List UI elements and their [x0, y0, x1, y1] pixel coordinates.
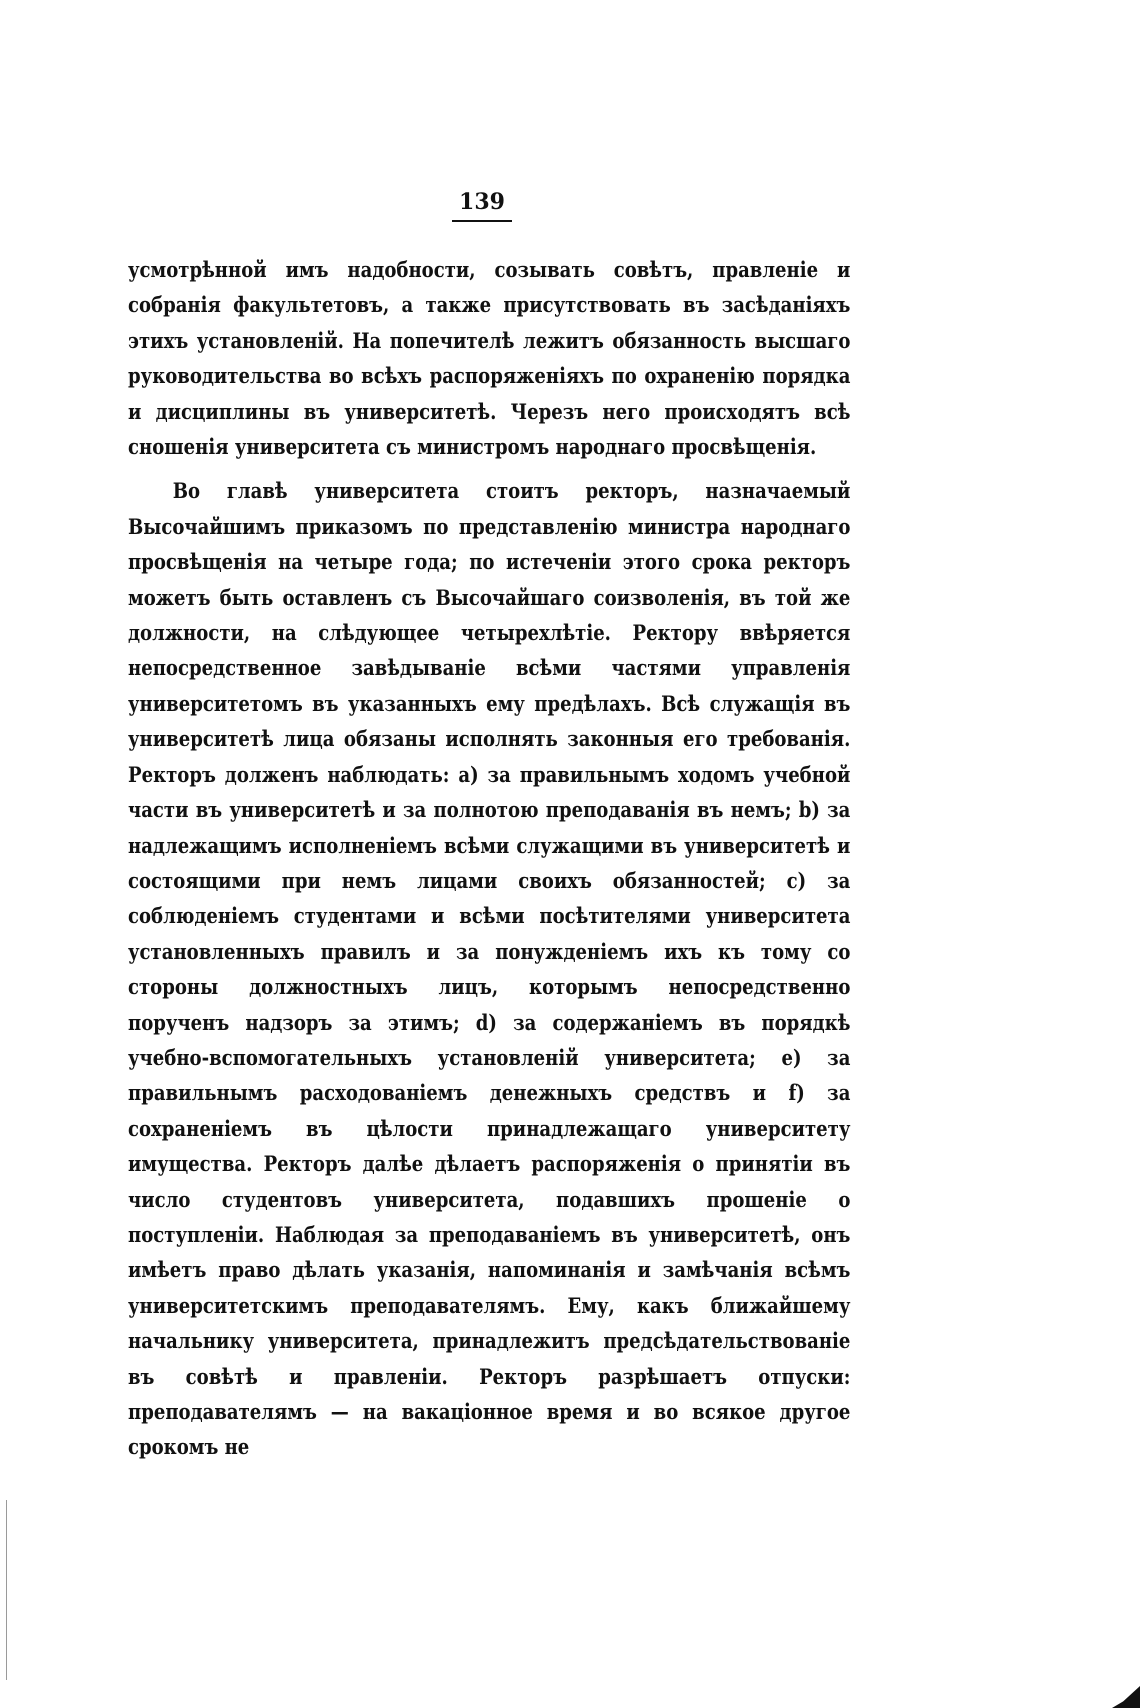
paragraph-continuation: усмотрѣнной имъ надобности, созывать совѣтъ, правленіе и собранія факультетовъ, а также присутствовать въ засѣданіяхъ этихъ установленій. На попечителѣ лежитъ обязанность высшаго руководительства во всѣхъ распоряженіяхъ по охраненію порядка и дисциплины въ университетѣ. Черезъ него происходятъ всѣ сношенія университета съ министромъ народнаго просвѣщенія. [128, 257, 851, 460]
paragraph-rector: Во главѣ университета стоитъ ректоръ, назначаемый Высочайшимъ приказомъ по представленію министра народнаго просвѣщенія на четыре года; по истеченіи этого срока ректоръ можетъ быть оставленъ съ Высочайшаго соизволенія, въ той же должности, на слѣдующее четырехлѣтіе. Ректору ввѣряется непосредственное завѣдываніе всѣми частями управленія университетомъ въ указанныхъ ему предѣлахъ. Всѣ служащія въ университетѣ лица обязаны исполнять законныя его требованія. Ректоръ долженъ наблюдать: a) за правильнымъ ходомъ учебной части въ университетѣ и за полнотою преподаванія въ немъ; b) за надлежащимъ исполненіемъ всѣми служащими въ университетѣ и состоящими при немъ лицами своихъ обязанностей; c) за соблюденіемъ студентами и всѣми посѣтителями университета установленныхъ правилъ и за понужденіемъ ихъ къ тому со стороны должностныхъ лицъ, которымъ непосредственно порученъ надзоръ за этимъ; d) за содержаніемъ въ порядкѣ учебно-вспомогательныхъ установленій университета; e) за правильнымъ расходованіемъ денежныхъ средствъ и f) за сохраненіемъ въ цѣлости принадлежащаго университету имущества. Ректоръ далѣе дѣлаетъ распоряженія о принятіи въ число студентовъ университета, подавшихъ прошеніе о поступленіи. Наблюдая за преподаваніемъ въ университетѣ, онъ имѣетъ право дѣлать указанія, напоминанія и замѣчанія всѣмъ университетскимъ преподавателямъ. Ему, какъ ближайшему начальнику университета, принадлежитъ предсѣдательствованіе въ совѣтѣ и правленіи. Ректоръ разрѣшаетъ отпуски: преподавателямъ — на вакаціонное время и во всякое другое срокомъ не [128, 478, 851, 1460]
page-number: 139 [459, 189, 505, 215]
corner-scan-mark [1112, 1686, 1140, 1708]
page-number-underline [452, 220, 512, 222]
body-text [128, 252, 850, 1465]
edge-scan-mark [6, 1500, 7, 1680]
